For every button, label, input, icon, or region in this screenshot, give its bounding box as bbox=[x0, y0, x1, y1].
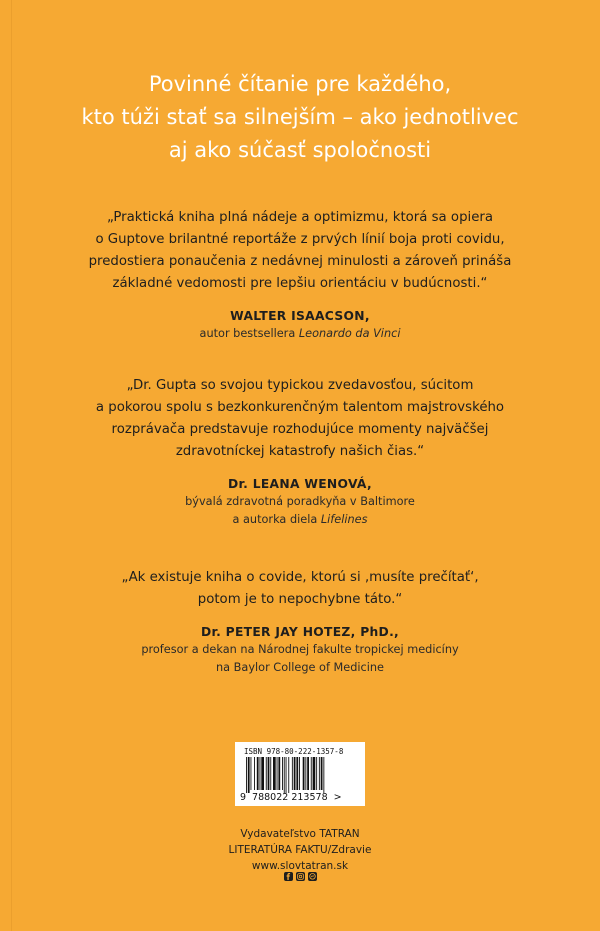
barcode-bar bbox=[261, 757, 264, 790]
quote-author: Dr. PETER JAY HOTEZ, PhD., bbox=[200, 625, 400, 639]
quote-line: základné vedomosti pre lepšiu orientáciu v budúcnosti.“ bbox=[112, 276, 488, 291]
barcode-bar bbox=[248, 757, 250, 793]
quote-text bbox=[0, 375, 600, 463]
quote-line: rozprávača predstavuje rozhodujúce momenty najväčšej bbox=[111, 422, 489, 437]
quote-line: „Ak existuje kniha o covide, ktorú si ‚musíte prečítať‘, bbox=[121, 570, 479, 585]
quote-isaacson bbox=[0, 207, 600, 343]
barcode-bar bbox=[321, 757, 323, 790]
quote-line: zdravotníckej katastrofy našich čias.“ bbox=[175, 444, 425, 459]
publisher-website[interactable]: www.slovtatran.sk bbox=[251, 860, 349, 872]
barcode-digit-first: 9 bbox=[240, 792, 247, 803]
quote-author-role bbox=[0, 325, 600, 343]
role-book-title: Lifelines bbox=[320, 513, 368, 526]
tagline-line-2: kto túži stať sa silnejším – ako jednotlivec bbox=[81, 105, 519, 129]
isbn-label: ISBN 978-80-222-1357-8 bbox=[244, 747, 344, 756]
barcode-bar bbox=[278, 757, 280, 790]
facebook-icon[interactable] bbox=[284, 872, 293, 881]
barcode-bar bbox=[299, 757, 300, 790]
barcode-digits-left: 788022 bbox=[252, 792, 289, 803]
tagline-line-1: Povinné čítanie pre každého, bbox=[148, 72, 452, 96]
barcode-digits bbox=[240, 792, 342, 803]
quote-text bbox=[0, 207, 600, 295]
barcode-bar bbox=[294, 757, 296, 790]
barcode-trailing: > bbox=[333, 792, 342, 803]
barcode-bar bbox=[311, 757, 312, 790]
barcode-bar bbox=[292, 757, 293, 790]
barcode-bar bbox=[266, 757, 267, 790]
isbn-barcode bbox=[235, 742, 365, 806]
quote-line: a pokorou spolu s bezkonkurenčným talentom majstrovského bbox=[95, 400, 505, 415]
publisher-info bbox=[0, 826, 600, 874]
quote-author-role bbox=[0, 641, 600, 677]
quote-wenova bbox=[0, 375, 600, 529]
barcode-bar bbox=[319, 757, 320, 790]
instagram-icon[interactable] bbox=[296, 872, 305, 881]
quote-line: potom je to nepochybne táto.“ bbox=[197, 592, 403, 607]
barcode-bar bbox=[288, 757, 289, 793]
quote-author-role bbox=[0, 493, 600, 529]
barcode-bar bbox=[307, 757, 309, 790]
barcode-bar bbox=[313, 757, 316, 790]
social-icons bbox=[0, 872, 600, 881]
quote-line: predostiera ponaučenia z nedávnej minulosti a zároveň prináša bbox=[88, 254, 512, 269]
role-line-2: na Baylor College of Medicine bbox=[215, 661, 384, 674]
barcode-bars bbox=[240, 757, 360, 793]
barcode-bar bbox=[268, 757, 270, 790]
barcode-bar bbox=[316, 757, 317, 790]
barcode-digits-right: 213578 bbox=[291, 792, 328, 803]
quote-author: Dr. LEANA WENOVÁ, bbox=[228, 477, 372, 491]
quote-line: „Dr. Gupta so svojou typickou zvedavosťou, súcitom bbox=[126, 378, 474, 393]
messenger-icon[interactable] bbox=[308, 872, 317, 881]
publisher-series: LITERATÚRA FAKTU/Zdravie bbox=[228, 844, 372, 856]
role-line-1: profesor a dekan na Národnej fakulte tropickej medicíny bbox=[141, 643, 459, 656]
role-text: a autorka diela bbox=[232, 513, 321, 526]
quote-line: „Praktická kniha plná nádeje a optimizmu, ktorá sa opiera bbox=[106, 210, 493, 225]
quote-line: o Guptove brilantné reportáže z prvých línií boja proti covidu, bbox=[95, 232, 505, 247]
barcode-bar bbox=[246, 757, 247, 793]
barcode-bar bbox=[305, 757, 306, 790]
tagline bbox=[0, 68, 600, 167]
barcode-bar bbox=[257, 757, 259, 790]
barcode-bar bbox=[282, 757, 283, 790]
publisher-name: Vydavateľstvo TATRAN bbox=[240, 828, 360, 840]
barcode-bar bbox=[296, 757, 298, 790]
barcode-bar bbox=[277, 757, 278, 790]
barcode-bar bbox=[286, 757, 287, 793]
barcode-bar bbox=[254, 757, 255, 790]
barcode-bar bbox=[251, 757, 252, 790]
barcode-bar bbox=[303, 757, 305, 790]
quote-author: WALTER ISAACSON, bbox=[230, 309, 370, 323]
quote-hotez bbox=[0, 567, 600, 677]
barcode-bar bbox=[260, 757, 261, 790]
barcode-bar bbox=[270, 757, 271, 790]
quote-text bbox=[0, 567, 600, 611]
role-line-1: bývalá zdravotná poradkyňa v Baltimore bbox=[185, 495, 415, 508]
role-text: autor bestsellera bbox=[199, 327, 299, 340]
role-book-title: Leonardo da Vinci bbox=[298, 327, 401, 340]
barcode-bar bbox=[273, 757, 276, 790]
barcode-bar bbox=[323, 757, 324, 793]
barcode-bar bbox=[284, 757, 285, 793]
tagline-line-3: aj ako súčasť spoločnosti bbox=[168, 138, 432, 162]
